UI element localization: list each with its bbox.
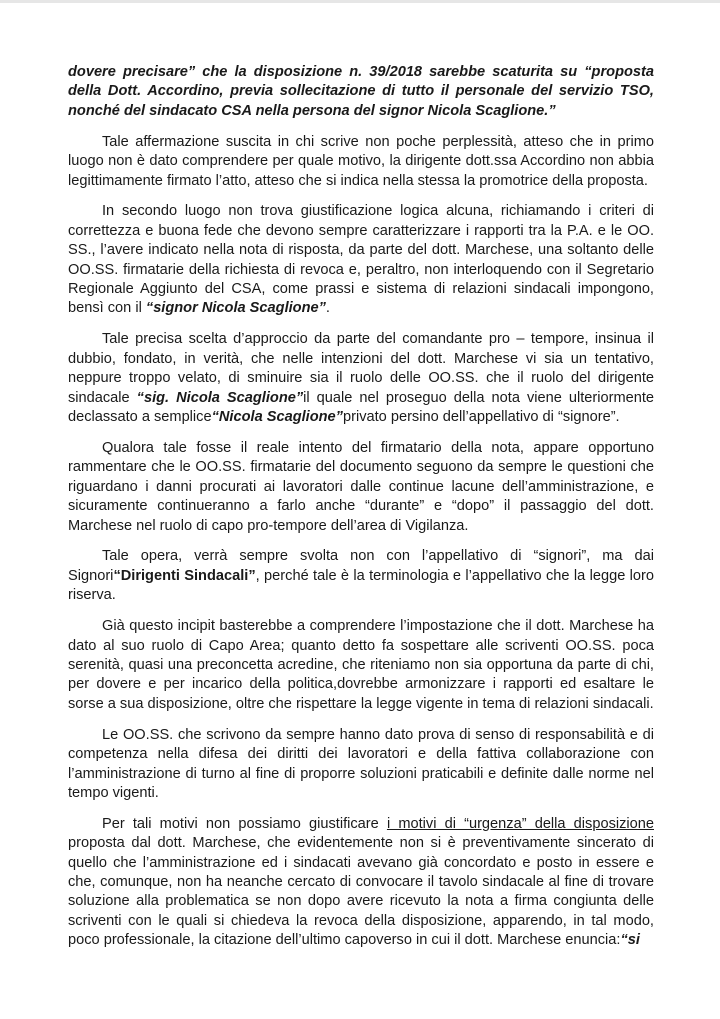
emphasis-name: “Nicola Scaglione” [211, 409, 343, 425]
paragraph-title [68, 547, 654, 605]
paragraph-perplexity [68, 133, 654, 191]
text-run: Tale precisa scelta d’approccio da parte del comandante pro – tempore, insinua il dubbio, fondato, in verità, che nelle intenzioni del dott. Marchese vi sia un tentativo, neppure troppo velato, di sminuire sia il ruolo delle OO.SS. che il ruolo del dirigente sindacale [68, 331, 654, 406]
quoted-text: dovere precisare” che la disposizione n. 39/2018 sarebbe scaturita su “proposta della Dott. Accordino, previa sollecitazione di tutto il personale del servizio TSO, nonché del sindacato CSA nella persona del signor Nicola Scaglione.” [68, 64, 654, 119]
text-run: privato persino dell’appellativo di “signore”. [342, 409, 620, 425]
text-run: Già questo incipit basterebbe a comprendere l’impostazione che il dott. Marchese ha dato al suo ruolo di Capo Area; quanto detto fa sospettare alle scriventi OO.SS. poca serenità, quasi una preconcetta acredine, che riteniamo non sia opportuna da parte di chi, per dovere e per incarico della politica,dovrebbe armonizzare i rapporti ed esaltare le sorse a sua disposizione, oltre che rispettare la legge vigente in tema di relazioni sindacali. [68, 618, 654, 712]
paragraph-incipit [68, 617, 654, 714]
underlined-phrase: i motivi di “urgenza” della disposizione [386, 815, 654, 832]
text-run: Tale affermazione suscita in chi scrive non poche perplessità, atteso che in primo luogo non è dato comprendere per quale motivo, la dirigente dott.ssa Accordino non abbia legittimamente firmato l’atto, atteso che si indica nella stessa la promotrice della proposta. [68, 133, 654, 189]
text-run: . [325, 300, 330, 317]
emphasis-name: “signor Nicola Scaglione” [145, 300, 326, 317]
text-run: Tale opera, verrà sempre svolta non con l’appellativo di “signori”, ma dai Signori [68, 548, 654, 584]
text-run: In secondo luogo non trova giustificazione logica alcuna, richiamando i criteri di correttezza e buona fede che devono sempre caratterizzare i rapporti tra la P.A. e le OO. SS., l’avere indicato nella nota di risposta, da parte del dott. Marchese, una soltanto delle OO.SS. firmatarie della richiesta di revoca e, peraltro, non interloquendo con il Segretario Regionale Aggiunto del CSA, come prassi e sistema di relazioni sindacali impongono, bensì con il [68, 203, 654, 317]
text-run: proposta dal dott. Marchese, che evidentemente non si è preventivamente sincerato di quello che l’amministrazione ed i sindacati avevano già concordato e posto in essere e che, comunque, non ha neanche cercato di convocare il tavolo sindacale al fine di trovare soluzione alla problematica se non dopo avere ricevuto la nota a firma congiunta delle scriventi con le quali si chiedeva la revoca della disposizione, apparendo, in tal modo, poco professionale, la citazione dell’ultimo capoverso in cui il dott. Marchese enuncia: [68, 835, 654, 949]
paragraph-approach [68, 330, 654, 427]
paragraph-urgency [68, 815, 654, 951]
text-run: il quale nel proseguo della nota viene ulteriormente declassato a semplice [68, 389, 655, 425]
emphasis-title: “Dirigenti Sindacali” [113, 567, 256, 584]
text-run: Le OO.SS. che scrivono da sempre hanno dato prova di senso di responsabilità e di competenza nella difesa dei diritti dei lavoratori e della fattiva collaborazione con l’amministrazione di turno al fine di proporre soluzioni praticabili e definite dalle norme nel tempo vigenti. [68, 726, 654, 801]
paragraph-intent [68, 439, 654, 536]
emphasis-name: “sig. Nicola Scaglione” [136, 389, 304, 406]
text-run: Qualora tale fosse il reale intento del firmatario della nota, appare opportuno rammentare che le OO.SS. firmatarie del documento seguono da sempre le questioni che riguardano i danni procurati ai lavoratori dalle continue lacune dell’amministrazione, e sicuramente continueranno a farlo anche “durante” e “dopo” il passaggio del dott. Marchese nel ruolo di capo pro-tempore dell’area di Vigilanza. [68, 439, 654, 534]
paragraph-second-point [68, 202, 654, 318]
quote-start: “si [620, 932, 640, 949]
viewer-top-edge [0, 0, 720, 3]
text-run: Per tali motivi non possiamo giustificare [102, 815, 387, 832]
document-page [68, 63, 654, 962]
paragraph-quote [68, 63, 654, 121]
paragraph-responsibility [68, 726, 654, 804]
text-run: , perché tale è la terminologia e l’appellativo che la legge loro riserva. [68, 567, 654, 604]
